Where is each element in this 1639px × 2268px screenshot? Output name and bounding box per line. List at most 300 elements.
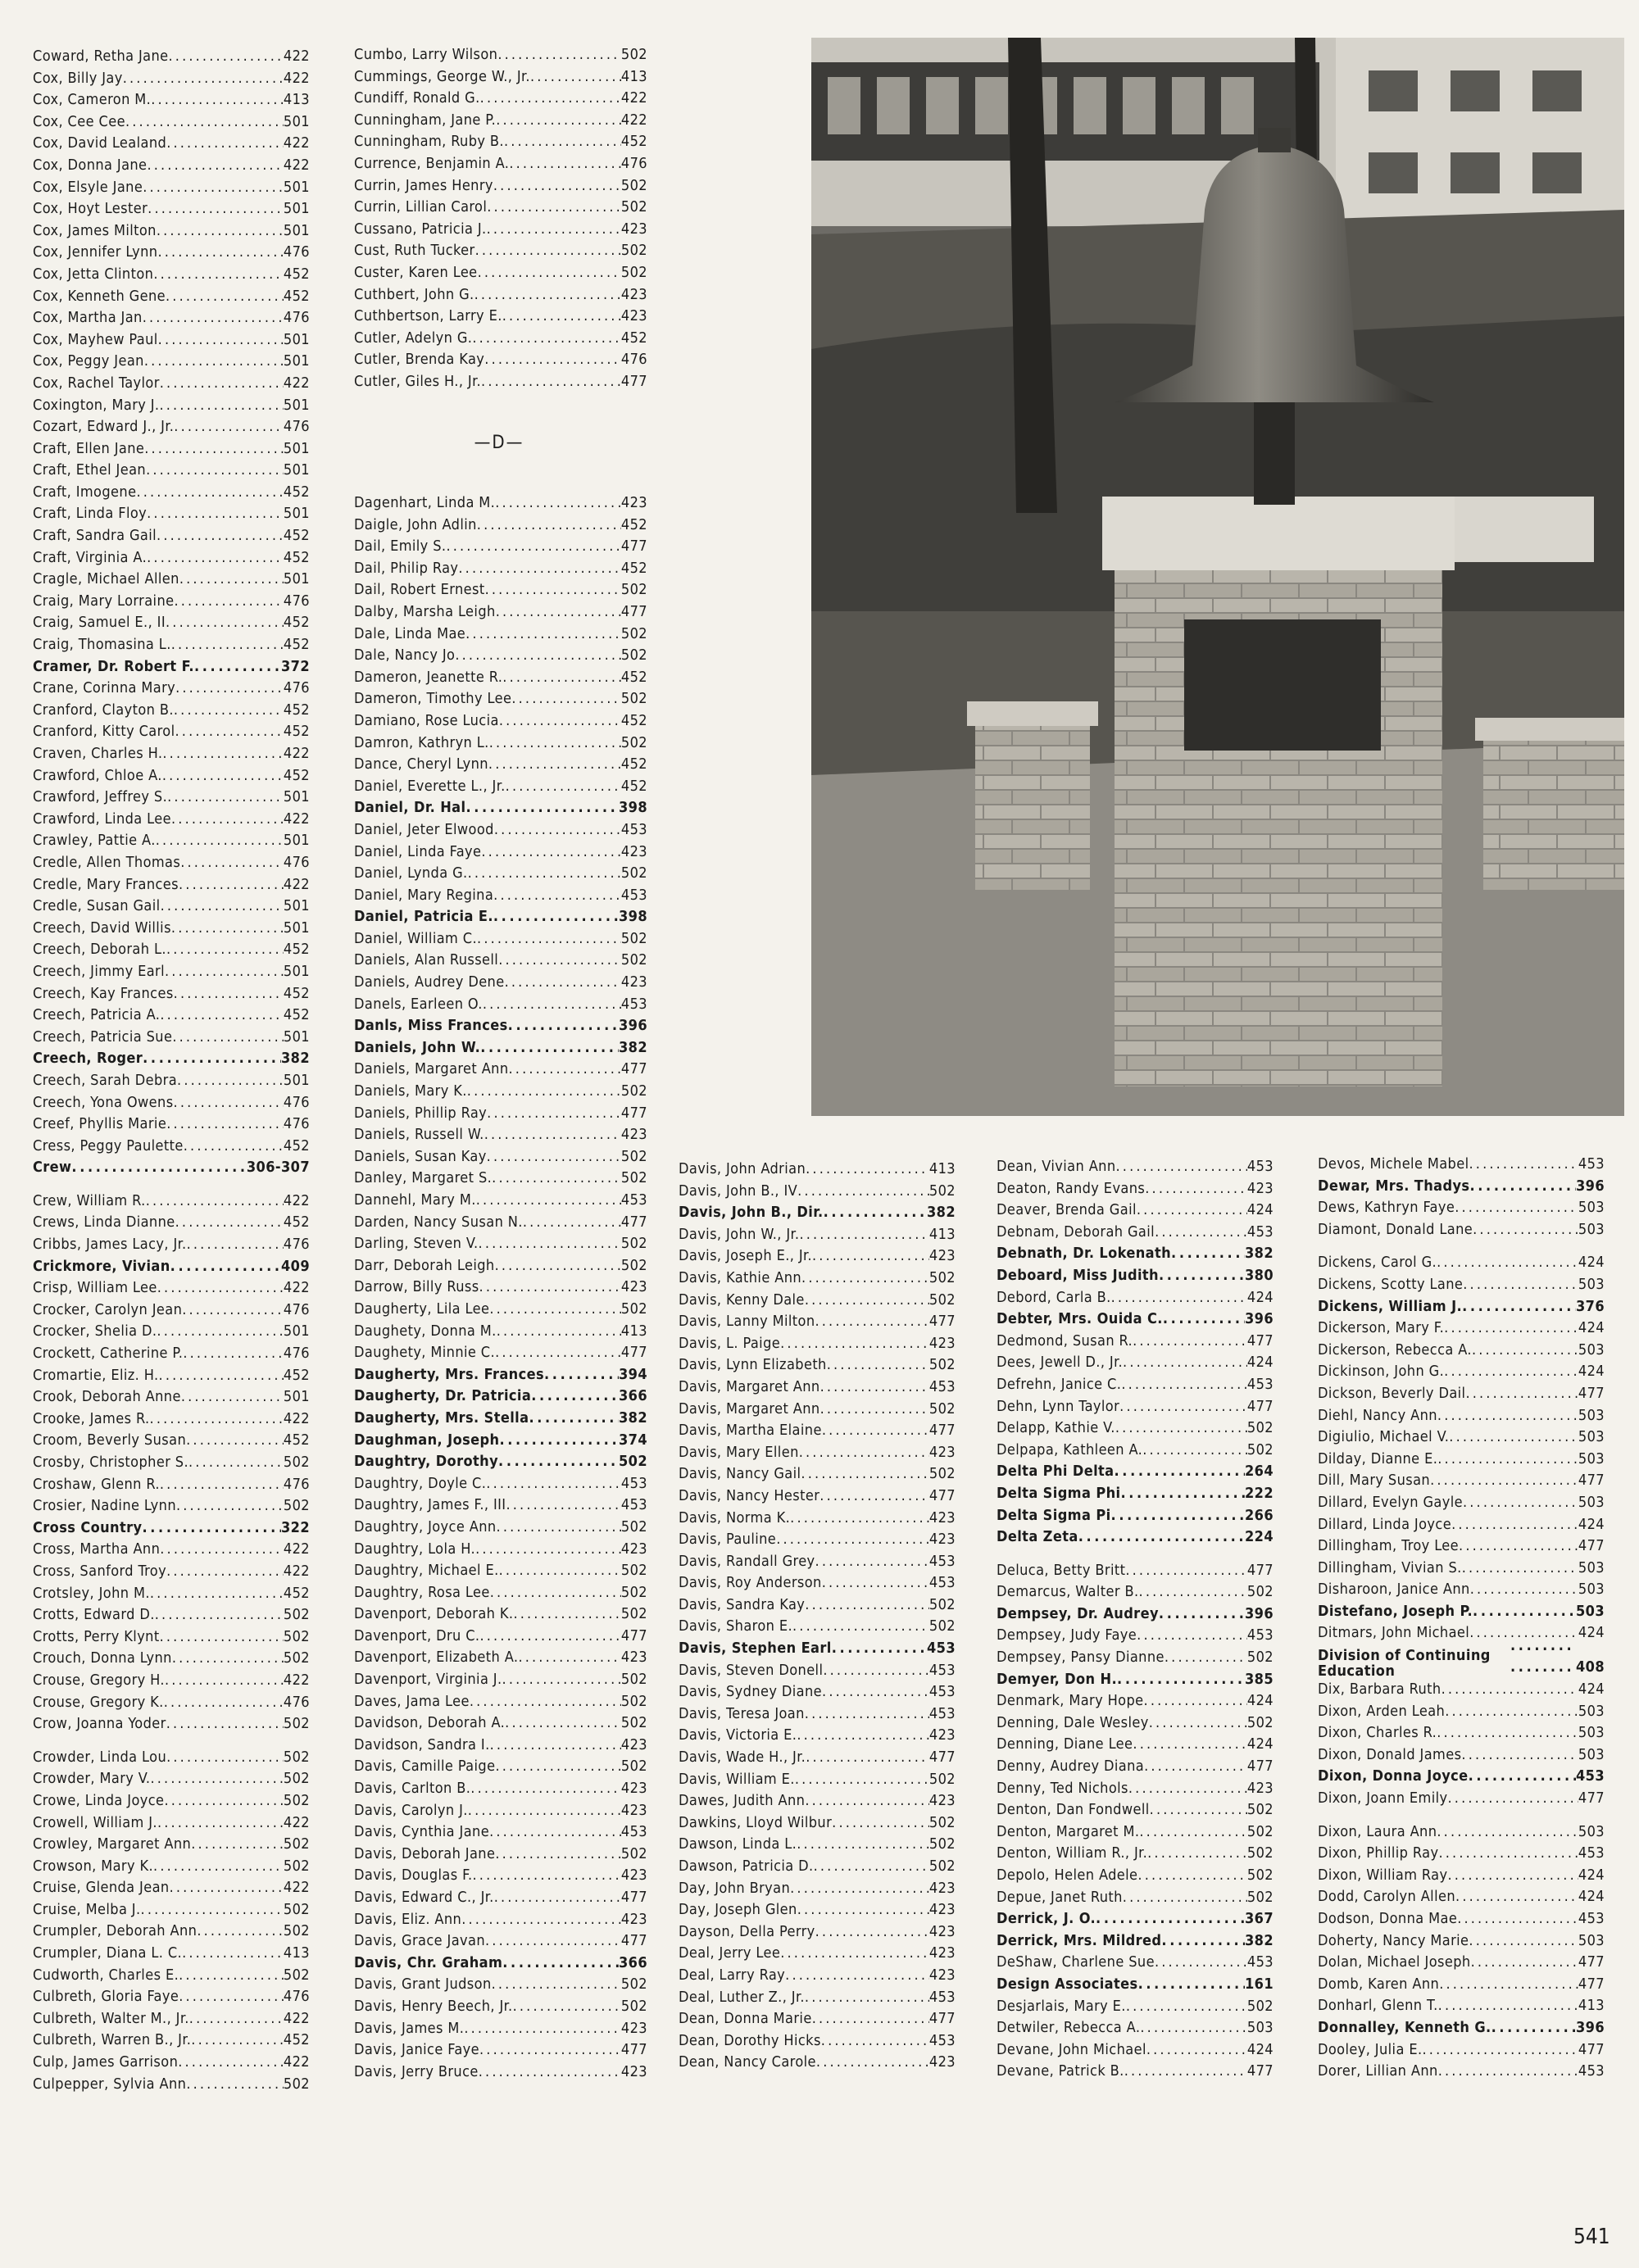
entry-page: 502 <box>620 1147 647 1165</box>
index-entry <box>354 994 647 1016</box>
entry-page: 503 <box>1578 1724 1605 1742</box>
entry-name: Dillard, Linda Joyce <box>1318 1515 1452 1533</box>
index-entry <box>33 852 310 874</box>
index-entry <box>33 1474 310 1496</box>
entry-page: 409 <box>280 1257 310 1275</box>
dot-leader <box>174 591 283 613</box>
index-entry <box>354 624 647 646</box>
entry-name: Crawford, Chloe A. <box>33 766 162 784</box>
entry-page: 477 <box>1246 1331 1274 1349</box>
entry-page: 477 <box>1578 1537 1605 1555</box>
entry-name: Dixon, Arden Leah <box>1318 1702 1446 1720</box>
entry-page: 367 <box>1244 1910 1274 1928</box>
index-entry <box>679 1856 956 1878</box>
entry-page: 502 <box>620 242 647 260</box>
index-entry <box>354 1756 647 1778</box>
dot-leader <box>179 1986 284 2008</box>
dot-leader <box>197 1921 284 1943</box>
dot-leader <box>492 1168 621 1190</box>
entry-page: 423 <box>620 973 647 991</box>
entry-name: Dickerson, Rebecca A. <box>1318 1340 1472 1359</box>
index-entry <box>354 284 647 306</box>
dot-leader <box>464 2018 621 2040</box>
entry-page: 502 <box>928 1290 956 1309</box>
dot-leader <box>1123 1887 1247 1909</box>
entry-name: Davenport, Elizabeth A. <box>354 1649 519 1667</box>
entry-name: Cross, Sanford Troy <box>33 1562 167 1580</box>
entry-page: 477 <box>620 1889 647 1906</box>
dot-leader <box>177 1070 284 1092</box>
entry-page: 476 <box>283 418 310 436</box>
entry-page: 452 <box>283 766 310 784</box>
index-entry <box>354 1255 647 1277</box>
dot-leader <box>170 1256 281 1278</box>
entry-page: 476 <box>283 1988 310 2006</box>
entry-name: Cox, Hoyt Lester <box>33 200 148 218</box>
dot-leader <box>174 416 284 438</box>
index-entry <box>33 896 310 918</box>
entry-page: 452 <box>620 329 647 347</box>
entry-page: 453 <box>928 1683 956 1701</box>
entry-name: Debnath, Dr. Lokenath <box>997 1245 1172 1263</box>
entry-page: 423 <box>620 307 647 325</box>
entry-page: 374 <box>618 1431 647 1449</box>
entry-name: Daugherty, Mrs. Frances <box>354 1365 545 1383</box>
index-entry <box>1318 1644 1605 1679</box>
entry-name: Crowder, Mary V. <box>33 1770 151 1788</box>
entry-page: 452 <box>283 1006 310 1024</box>
dot-leader <box>157 1321 283 1343</box>
index-entry <box>354 819 647 841</box>
index-entry <box>354 1146 647 1168</box>
index-entry <box>33 286 310 308</box>
entry-page: 423 <box>620 494 647 511</box>
entry-name: Davidson, Sandra I. <box>354 1735 490 1753</box>
dot-leader <box>148 198 284 220</box>
entry-name: Davis, Kathie Ann <box>679 1268 802 1286</box>
entry-page: 453 <box>1578 2062 1605 2080</box>
index-entry <box>997 1581 1274 1603</box>
dot-leader <box>495 1844 621 1866</box>
entry-page: 503 <box>1578 1199 1605 1217</box>
dot-leader <box>799 1442 929 1464</box>
entry-page: 422 <box>283 1409 310 1427</box>
dot-leader <box>1473 1219 1578 1241</box>
dot-leader <box>446 536 620 558</box>
entry-page: 382 <box>926 1204 956 1222</box>
entry-name: Darrow, Billy Russ <box>354 1278 479 1296</box>
dot-leader <box>493 175 621 197</box>
entry-page: 408 <box>1575 1658 1605 1676</box>
entry-page: 476 <box>620 351 647 369</box>
dot-leader <box>186 1430 284 1452</box>
entry-page: 477 <box>928 1749 956 1767</box>
entry-name: Cruise, Melba J. <box>33 1900 141 1918</box>
entry-name: Crowell, William J. <box>33 1813 157 1831</box>
dot-leader <box>169 46 284 68</box>
entry-name: Davis, Jerry Bruce <box>354 2062 479 2080</box>
index-entry <box>33 133 310 155</box>
index-entry <box>997 1505 1274 1527</box>
index-entry <box>33 1877 310 1899</box>
entry-name: Dix, Barbara Ruth <box>1318 1681 1442 1699</box>
index-entry <box>997 2061 1274 2083</box>
entry-page: 423 <box>928 1508 956 1526</box>
dot-leader <box>497 1517 621 1539</box>
entry-name: Dedmond, Susan R. <box>997 1331 1133 1349</box>
dot-leader <box>1150 1799 1247 1821</box>
entry-name: Cunningham, Jane P. <box>354 111 497 129</box>
index-entry <box>997 1526 1274 1549</box>
entry-name: Crowe, Linda Joyce <box>33 1791 165 1809</box>
entry-name: Delta Zeta <box>997 1528 1078 1546</box>
entry-name: Davis, Lynn Elizabeth <box>679 1356 827 1374</box>
entry-name: DeShaw, Charlene Sue <box>997 1953 1155 1971</box>
entry-page: 477 <box>1578 1384 1605 1402</box>
entry-name: Crotts, Edward D. <box>33 1606 155 1624</box>
dot-leader <box>508 1015 619 1037</box>
entry-page: 424 <box>1246 1288 1274 1306</box>
index-entry <box>354 1408 647 1430</box>
index-entry <box>33 1539 310 1561</box>
entry-page: 503 <box>1578 1275 1605 1293</box>
index-entry <box>997 1200 1274 1222</box>
dot-leader <box>513 1996 621 2018</box>
dot-leader <box>544 1364 619 1386</box>
entry-page: 501 <box>283 396 310 414</box>
entry-page: 503 <box>1578 1931 1605 1949</box>
index-entry <box>1318 1449 1605 1471</box>
entry-name: Craven, Charles H. <box>33 745 163 762</box>
dot-leader <box>1138 1974 1245 1996</box>
entry-page: 424 <box>1578 1866 1605 1884</box>
dot-leader <box>805 1594 929 1617</box>
entry-page: 477 <box>620 1344 647 1362</box>
entry-name: Davis, Joseph E., Jr. <box>679 1247 812 1265</box>
index-entry <box>354 1865 647 1887</box>
entry-page: 502 <box>1246 1844 1274 1862</box>
entry-name: Davis, Mary Ellen <box>679 1443 799 1461</box>
entry-page: 452 <box>620 559 647 577</box>
entry-page: 501 <box>283 439 310 457</box>
index-entry <box>33 395 310 417</box>
entry-page: 502 <box>620 1082 647 1100</box>
index-entry <box>33 1648 310 1670</box>
entry-name: Daughtry, Dorothy <box>354 1453 499 1471</box>
entry-name: Delta Phi Delta <box>997 1463 1115 1481</box>
entry-page: 423 <box>620 1780 647 1798</box>
entry-page: 372 <box>280 657 310 675</box>
entry-page: 503 <box>1578 1449 1605 1467</box>
entry-page: 502 <box>283 1835 310 1853</box>
index-entry <box>679 1965 956 1987</box>
entry-page: 424 <box>1578 1319 1605 1337</box>
index-entry <box>33 1070 310 1092</box>
entry-name: Cox, Elsyle Jane <box>33 178 143 196</box>
entry-name: Craft, Virginia A. <box>33 548 148 566</box>
dot-leader <box>194 656 281 678</box>
index-entry <box>1318 2061 1605 2083</box>
entry-name: Cozart, Edward J., Jr. <box>33 418 175 436</box>
entry-page: 502 <box>283 1454 310 1471</box>
entry-page: 502 <box>283 1497 310 1515</box>
entry-page: 476 <box>283 592 310 610</box>
dot-leader <box>499 710 621 733</box>
dot-leader <box>159 1365 284 1387</box>
dot-leader <box>484 349 621 371</box>
entry-page: 477 <box>620 1932 647 1950</box>
dot-leader <box>487 1103 621 1125</box>
entry-page: 423 <box>620 1910 647 1928</box>
dot-leader <box>1438 1843 1578 1865</box>
entry-name: Crotts, Perry Klynt <box>33 1627 160 1645</box>
index-entry <box>354 371 647 393</box>
index-entry <box>354 1081 647 1103</box>
entry-name: Davenport, Dru C. <box>354 1626 480 1644</box>
index-entry <box>354 1386 647 1408</box>
index-entry <box>33 1921 310 1943</box>
entry-name: Daniels, Susan Kay <box>354 1147 487 1165</box>
index-entry <box>997 1887 1274 1909</box>
entry-name: Davis, John B., IV <box>679 1182 798 1200</box>
index-entry <box>33 961 310 983</box>
entry-page: 423 <box>928 1944 956 1962</box>
index-entry <box>354 1844 647 1866</box>
dot-leader <box>489 1821 621 1844</box>
dot-leader <box>150 1768 283 1790</box>
index-entry <box>33 1136 310 1158</box>
entry-page: 423 <box>620 1126 647 1144</box>
index-entry <box>33 351 310 373</box>
entry-page: 477 <box>1578 1789 1605 1808</box>
entry-page: 422 <box>283 1879 310 1897</box>
entry-name: Cox, James Milton <box>33 221 157 239</box>
index-entry <box>33 1005 310 1027</box>
entry-page: 453 <box>620 1496 647 1514</box>
dot-leader <box>509 153 621 175</box>
entry-page: 502 <box>620 1235 647 1253</box>
entry-page: 423 <box>620 220 647 238</box>
dot-leader <box>820 1399 929 1421</box>
dot-leader <box>502 306 621 328</box>
dot-leader <box>160 1005 284 1027</box>
entry-name: Daughtry, Rosa Lee <box>354 1583 490 1601</box>
dot-leader <box>191 1834 284 1856</box>
index-entry <box>679 1508 956 1530</box>
entry-page: 422 <box>283 48 310 65</box>
entry-name: Dixon, Donna Joyce <box>1318 1767 1469 1785</box>
entry-name: Dail, Emily S. <box>354 538 447 556</box>
entry-page: 424 <box>1246 2040 1274 2058</box>
entry-name: Dean, Vivian Ann <box>997 1158 1116 1175</box>
entry-name: Debord, Carla B. <box>997 1288 1111 1306</box>
entry-page: 453 <box>928 1704 956 1722</box>
entry-page: 502 <box>620 1997 647 2015</box>
dot-leader <box>150 1583 284 1605</box>
dot-leader <box>1139 1821 1247 1844</box>
dot-leader <box>1469 1930 1578 1953</box>
index-entry <box>1318 1405 1605 1427</box>
index-entry <box>33 155 310 177</box>
entry-page: 476 <box>283 1093 310 1111</box>
entry-name: Cox, Jennifer Lynn <box>33 243 158 261</box>
entry-name: Demyer, Don H. <box>997 1670 1118 1688</box>
index-entry <box>354 66 647 88</box>
entry-page: 452 <box>620 515 647 533</box>
index-entry <box>1318 1974 1605 1996</box>
dot-leader <box>797 1181 929 1203</box>
entry-page: 396 <box>1575 1177 1605 1195</box>
entry-name: Daugherty, Lila Lee <box>354 1300 490 1318</box>
index-entry <box>33 503 310 525</box>
entry-name: Dameron, Timothy Lee <box>354 690 512 708</box>
entry-page: 453 <box>1578 1910 1605 1927</box>
entry-page: 502 <box>620 951 647 969</box>
entry-name: Dewar, Mrs. Thadys <box>1318 1177 1470 1195</box>
index-entry <box>354 1669 647 1691</box>
dot-leader <box>487 197 621 219</box>
entry-page: 398 <box>618 799 647 817</box>
dot-leader <box>498 1451 619 1473</box>
index-entry <box>354 1582 647 1604</box>
dot-leader <box>191 2030 284 2052</box>
index-entry <box>354 885 647 907</box>
entry-page: 502 <box>928 1595 956 1613</box>
index-column-4 <box>997 1156 1274 2083</box>
entry-name: Daugherty, Dr. Patricia <box>354 1387 532 1405</box>
entry-name: Dolan, Michael Joseph <box>1318 1953 1471 1971</box>
entry-name: Daughtry, James F., III <box>354 1496 506 1514</box>
dot-leader <box>821 2030 929 2053</box>
dot-leader <box>164 1790 283 1812</box>
entry-page: 502 <box>928 1770 956 1788</box>
dot-leader <box>481 371 621 393</box>
dot-leader <box>1445 1701 1578 1723</box>
entry-page: 424 <box>1578 1681 1605 1699</box>
entry-page: 501 <box>283 461 310 479</box>
index-entry <box>33 678 310 700</box>
entry-page: 503 <box>1578 1428 1605 1446</box>
entry-name: Davis, John B., Dir. <box>679 1204 824 1222</box>
dot-leader <box>506 1495 620 1517</box>
index-entry <box>354 1015 647 1037</box>
index-entry <box>354 1168 647 1190</box>
entry-page: 477 <box>1578 2040 1605 2058</box>
entry-name: Damiano, Rose Lucia <box>354 711 499 729</box>
dot-leader <box>477 515 621 537</box>
index-entry <box>354 492 647 515</box>
entry-page: 380 <box>1244 1266 1274 1284</box>
index-entry <box>33 1604 310 1626</box>
entry-name: Denny, Audrey Diana <box>997 1758 1145 1776</box>
index-entry <box>354 262 647 284</box>
index-entry <box>33 983 310 1005</box>
dot-leader <box>153 264 284 286</box>
index-entry <box>33 525 310 547</box>
dot-leader <box>1463 1492 1578 1514</box>
dot-leader <box>175 721 284 743</box>
dot-leader <box>506 776 621 798</box>
dot-leader <box>181 1386 284 1408</box>
dot-leader <box>147 155 283 177</box>
dot-leader <box>172 1027 284 1049</box>
index-entry <box>354 950 647 972</box>
entry-name: Dickinson, John G. <box>1318 1363 1445 1381</box>
index-entry <box>1318 1908 1605 1930</box>
entry-page: 477 <box>1246 1397 1274 1415</box>
dot-leader <box>505 972 621 994</box>
dot-leader <box>824 1202 927 1224</box>
index-entry <box>997 1440 1274 1462</box>
entry-page: 503 <box>1578 1340 1605 1359</box>
index-entry <box>1318 1340 1605 1362</box>
dot-leader <box>147 547 284 569</box>
dot-leader <box>832 1638 927 1660</box>
dot-leader <box>495 1342 621 1364</box>
index-entry <box>354 558 647 580</box>
dot-leader <box>513 1603 620 1626</box>
entry-page: 452 <box>620 755 647 773</box>
entry-name: Denning, Diane Lee <box>997 1735 1133 1753</box>
entry-name: Davis, Margaret Ann <box>679 1377 820 1395</box>
entry-page: 422 <box>283 810 310 828</box>
entry-name: Delpapa, Kathleen A. <box>997 1440 1143 1458</box>
entry-name: Davis, Carolyn J. <box>354 1801 468 1819</box>
dot-leader <box>470 1778 621 1800</box>
index-entry <box>1318 1579 1605 1601</box>
entry-page: 453 <box>928 1377 956 1395</box>
index-entry <box>679 1311 956 1333</box>
entry-page: 452 <box>283 483 310 501</box>
entry-name: Dill, Mary Susan <box>1318 1472 1431 1490</box>
entry-page: 501 <box>283 962 310 980</box>
entry-name: Dixon, Phillip Ray <box>1318 1844 1439 1862</box>
entry-name: Crickmore, Vivian <box>33 1257 170 1275</box>
entry-name: Davis, Lanny Milton <box>679 1313 815 1331</box>
entry-page: 477 <box>928 1313 956 1331</box>
dot-leader <box>1146 2039 1247 2062</box>
index-entry <box>997 1843 1274 1865</box>
dot-leader <box>458 558 621 580</box>
dot-leader <box>480 88 621 110</box>
dot-leader <box>1437 1252 1578 1274</box>
dot-leader <box>1469 1766 1576 1788</box>
dot-leader <box>179 569 284 591</box>
dot-leader <box>495 492 621 515</box>
index-entry <box>354 688 647 710</box>
entry-name: Cutler, Brenda Kay <box>354 351 485 369</box>
dot-leader <box>150 1408 284 1431</box>
dot-leader <box>159 395 283 417</box>
index-column-2b <box>354 492 647 2083</box>
index-entry <box>33 242 310 264</box>
index-entry <box>354 754 647 776</box>
entry-name: Davis, William E. <box>679 1770 795 1788</box>
entry-page: 501 <box>283 832 310 850</box>
index-entry <box>354 601 647 624</box>
entry-page: 453 <box>1246 1626 1274 1644</box>
index-entry <box>354 841 647 864</box>
dot-leader <box>489 1299 621 1321</box>
entry-name: Davis, Roy Anderson <box>679 1574 822 1592</box>
entry-page: 453 <box>928 1574 956 1592</box>
dot-leader <box>1437 1405 1578 1427</box>
entry-name: Daniels, Phillip Ray <box>354 1104 488 1122</box>
entry-name: Dillingham, Troy Lee <box>1318 1537 1460 1555</box>
entry-name: Cranford, Kitty Carol <box>33 723 175 741</box>
entry-name: Division of Continuing Education <box>1318 1647 1491 1680</box>
index-entry <box>679 1878 956 1900</box>
